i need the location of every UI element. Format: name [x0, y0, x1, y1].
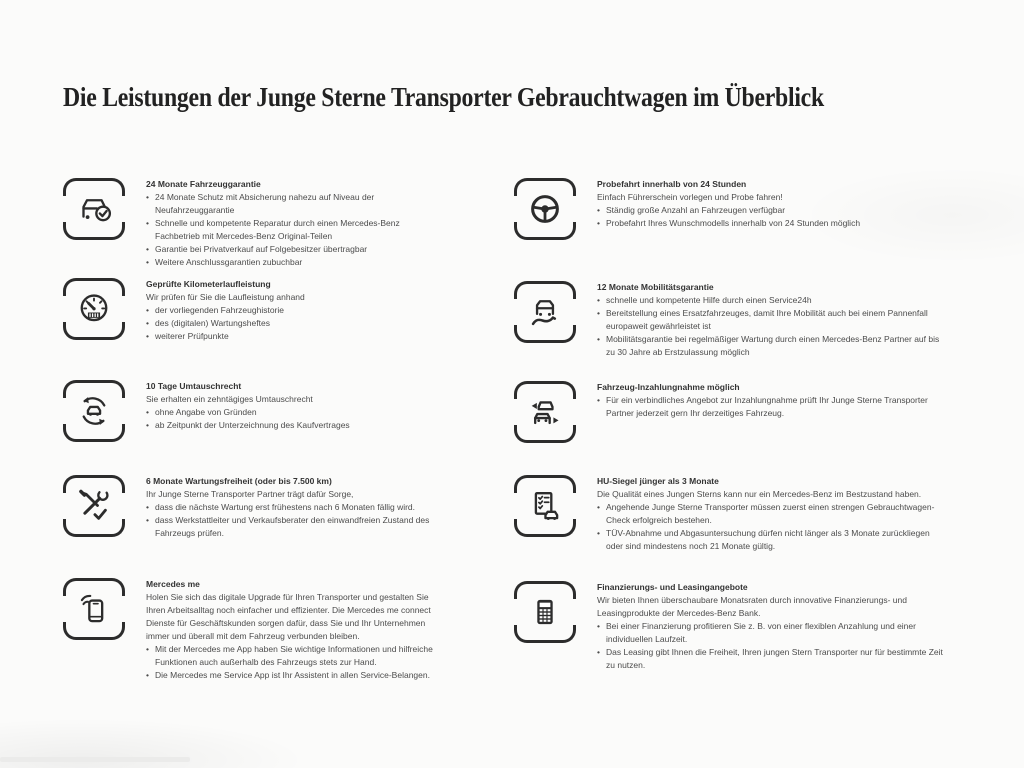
service-item-text — [146, 178, 446, 269]
bullet-item: • Bereitstellung eines Ersatzfahrzeuges, damit Ihre Mobilität auch bei einem Pannenfall europaweit gewährleistet ist — [597, 307, 949, 333]
bullet-item: • ab Zeitpunkt der Unterzeichnung des Kaufvertrages — [146, 419, 446, 432]
van-hand-icon — [514, 281, 576, 343]
service-item — [514, 581, 949, 672]
item-intro: Ihr Junge Sterne Transporter Partner trägt dafür Sorge, — [146, 489, 354, 499]
item-bullets — [146, 191, 446, 269]
bullet-item: • Probefahrt Ihres Wunschmodells innerhalb von 24 Stunden möglich — [597, 217, 949, 230]
service-item-text — [146, 278, 446, 343]
item-heading: Mercedes me — [146, 579, 200, 589]
service-item-text — [146, 578, 446, 682]
bullet-item: • Schnelle und kompetente Reparatur durch einen Mercedes-Benz Fachbetrieb mit Mercedes-Benz Original-Teilen — [146, 217, 446, 243]
bullet-item: • des (digitalen) Wartungsheftes — [146, 317, 446, 330]
item-intro: Wir bieten Ihnen überschaubare Monatsraten durch innovative Finanzierungs- und Leasingprodukte der Mercedes-Benz Bank. — [597, 595, 907, 618]
service-item-text — [146, 380, 446, 432]
bullet-item: • Mit der Mercedes me App haben Sie wichtige Informationen und hilfreiche Funktionen auch außerhalb des Fahrzeugs stets zur Hand. — [146, 643, 446, 669]
bullet-item: • schnelle und kompetente Hilfe durch einen Service24h — [597, 294, 949, 307]
item-heading: Finanzierungs- und Leasingangebote — [597, 582, 748, 592]
service-item-text — [597, 581, 949, 672]
service-item — [514, 281, 949, 359]
bullet-item: • dass Werkstattleiter und Verkaufsberater den einwandfreien Zustand des Fahrzeugs prüfen. — [146, 514, 446, 540]
service-item-text — [597, 178, 949, 230]
bullet-item: • Angehende Junge Sterne Transporter müssen zuerst einen strengen Gebrauchtwagen-Check erfolgreich bestehen. — [597, 501, 949, 527]
item-intro: Holen Sie sich das digitale Upgrade für Ihren Transporter und gestalten Sie Ihren Arbeitsalltag noch einfacher und effizienter. Die Mercedes me connect Dienste für Geschäftskunden sorgen dafür, dass Sie und Ihr Unternehmen immer und überall mit dem Fahrzeug verbunden bleiben. — [146, 592, 431, 641]
cars-trade-icon — [514, 381, 576, 443]
item-heading: 10 Tage Umtauschrecht — [146, 381, 242, 391]
van-check-icon — [63, 178, 125, 240]
service-item-text — [597, 475, 949, 553]
bullet-item: • der vorliegenden Fahrzeughistorie — [146, 304, 446, 317]
bullet-item: • Garantie bei Privatverkauf auf Folgebesitzer übertragbar — [146, 243, 446, 256]
bullet-item: • Mobilitätsgarantie bei regelmäßiger Wartung durch einen Mercedes-Benz Partner auf bis zu 30 Jahre ab Erstzulassung möglich — [597, 333, 949, 359]
service-item — [514, 381, 949, 443]
bullet-item: • Ständig große Anzahl an Fahrzeugen verfügbar — [597, 204, 949, 217]
item-heading: HU-Siegel jünger als 3 Monate — [597, 476, 719, 486]
item-bullets — [597, 294, 949, 359]
item-bullets — [597, 501, 949, 553]
item-heading: 12 Monate Mobilitätsgarantie — [597, 282, 714, 292]
checklist-car-icon — [514, 475, 576, 537]
service-item-text — [146, 475, 446, 540]
item-heading: 24 Monate Fahrzeuggarantie — [146, 179, 261, 189]
steering-wheel-icon — [514, 178, 576, 240]
service-item — [514, 178, 949, 240]
page-title: Die Leistungen der Junge Sterne Transporter Gebrauchtwagen im Überblick — [63, 82, 824, 112]
item-intro: Sie erhalten ein zehntägiges Umtauschrecht — [146, 394, 313, 404]
item-bullets — [146, 304, 446, 343]
phone-connect-icon — [63, 578, 125, 640]
service-item — [63, 475, 446, 540]
service-item — [63, 380, 446, 442]
item-intro: Einfach Führerschein vorlegen und Probe fahren! — [597, 192, 783, 202]
bullet-item: • TÜV-Abnahme und Abgasuntersuchung dürfen nicht länger als 3 Monate zurückliegen oder sind mindestens noch 21 Monate gültig. — [597, 527, 949, 553]
service-item-text — [597, 381, 949, 420]
bullet-item: • Das Leasing gibt Ihnen die Freiheit, Ihren jungen Stern Transporter nur für bestimmte Zeit zu nutzen. — [597, 646, 949, 672]
item-bullets — [597, 204, 949, 230]
bullet-item: • weiterer Prüfpunkte — [146, 330, 446, 343]
item-bullets — [146, 406, 446, 432]
service-item — [63, 578, 446, 682]
bullet-item: • Die Mercedes me Service App ist Ihr Assistent in allen Service-Belangen. — [146, 669, 446, 682]
item-heading: 6 Monate Wartungsfreiheit (oder bis 7.500 km) — [146, 476, 332, 486]
item-heading: Probefahrt innerhalb von 24 Stunden — [597, 179, 747, 189]
item-intro: Die Qualität eines Jungen Sterns kann nur ein Mercedes-Benz im Bestzustand haben. — [597, 489, 922, 499]
item-heading: Geprüfte Kilometerlaufleistung — [146, 279, 271, 289]
service-item-text — [597, 281, 949, 359]
item-bullets — [146, 501, 446, 540]
service-item — [63, 278, 446, 343]
tools-check-icon — [63, 475, 125, 537]
bullet-item: • dass die nächste Wartung erst frühestens nach 6 Monaten fällig wird. — [146, 501, 446, 514]
calculator-icon — [514, 581, 576, 643]
bullet-item: • Für ein verbindliches Angebot zur Inzahlungnahme prüft Ihr Junge Sterne Transporter Partner jederzeit gern Ihr derzeitiges Fahrzeug. — [597, 394, 949, 420]
item-bullets — [597, 394, 949, 420]
car-exchange-icon — [63, 380, 125, 442]
bullet-item: • ohne Angabe von Gründen — [146, 406, 446, 419]
bullet-item: • Weitere Anschlussgarantien zubuchbar — [146, 256, 446, 269]
item-heading: Fahrzeug-Inzahlungnahme möglich — [597, 382, 740, 392]
bullet-item: • Bei einer Finanzierung profitieren Sie z. B. von einer flexiblen Anzahlung und einer individuellen Laufzeit. — [597, 620, 949, 646]
speedometer-icon — [63, 278, 125, 340]
item-bullets — [597, 620, 949, 672]
service-item — [63, 178, 446, 269]
item-intro: Wir prüfen für Sie die Laufleistung anhand — [146, 292, 305, 302]
item-bullets — [146, 643, 446, 682]
bullet-item: • 24 Monate Schutz mit Absicherung nahezu auf Niveau der Neufahrzeuggarantie — [146, 191, 446, 217]
scan-artifact — [0, 757, 190, 762]
service-item — [514, 475, 949, 553]
